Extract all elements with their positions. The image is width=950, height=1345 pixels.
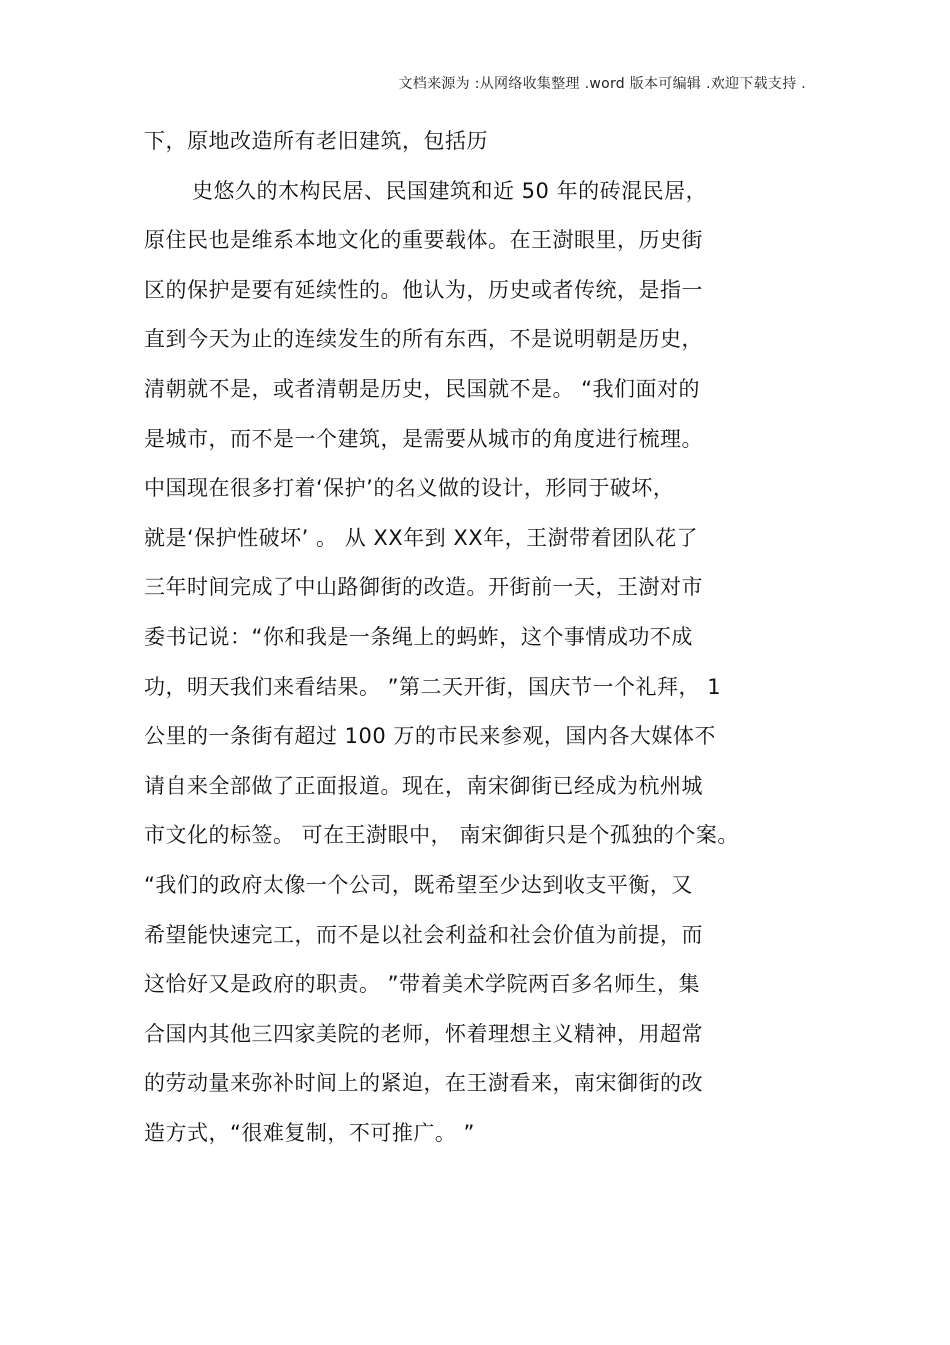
text-line: 下，原地改造所有老旧建筑，包括历 (144, 129, 488, 153)
text-line: 造方式，“很难复制，不可推广。 ” (144, 1120, 475, 1145)
text-line: 这恰好又是政府的职责。 ”带着美术学院两百多名师生，集 (144, 972, 701, 997)
body-text (144, 124, 824, 1165)
text-line: 原住民也是维系本地文化的重要载体。在王澍眼里，历史街 (144, 228, 703, 253)
text-line: 委书记说：“你和我是一条绳上的蚂蚱，这个事情成功不成 (144, 624, 693, 649)
text-line: “我们的政府太像一个公司，既希望至少达到收支平衡，又 (144, 872, 693, 897)
text-line: 是城市，而不是一个建筑，是需要从城市的角度进行梳理。 (144, 426, 703, 451)
text-line: 市文化的标签。 可在王澍眼中， 南宋御街只是个孤独的个案。 (144, 823, 739, 848)
text-line: 中国现在很多打着‘保护’的名义做的设计，形同于破坏， (144, 476, 675, 501)
text-line: 直到今天为止的连续发生的所有东西，不是说明朝是历史， (144, 327, 703, 352)
text-line: 史悠久的木构民居、民国建筑和近 50 年的砖混民居， (192, 178, 708, 203)
header-note: 文档来源为 :从网络收集整理 .word 版本可编辑 .欢迎下载支持 . (398, 76, 806, 92)
text-line: 功，明天我们来看结果。 ”第二天开街，国庆节一个礼拜， 1 (144, 674, 722, 699)
text-line: 区的保护是要有延续性的。他认为，历史或者传统，是指一 (144, 277, 703, 302)
text-line: 清朝就不是，或者清朝是历史，民国就不是。 “我们面对的 (144, 376, 701, 401)
text-line: 合国内其他三四家美院的老师，怀着理想主义精神，用超常 (144, 1021, 703, 1046)
text-line: 请自来全部做了正面报道。现在，南宋御街已经成为杭州城 (144, 773, 703, 798)
text-line: 就是‘保护性破坏’ 。 从 XX年到 XX年，王澍带着团队花了 (144, 525, 699, 550)
text-line: 希望能快速完工，而不是以社会利益和社会价值为前提，而 (144, 922, 703, 947)
text-line: 公里的一条街有超过 100 万的市民来参观，国内各大媒体不 (144, 724, 716, 749)
text-line: 三年时间完成了中山路御街的改造。开街前一天，王澍对市 (144, 575, 703, 600)
text-line: 的劳动量来弥补时间上的紧迫，在王澍看来，南宋御街的改 (144, 1071, 703, 1096)
